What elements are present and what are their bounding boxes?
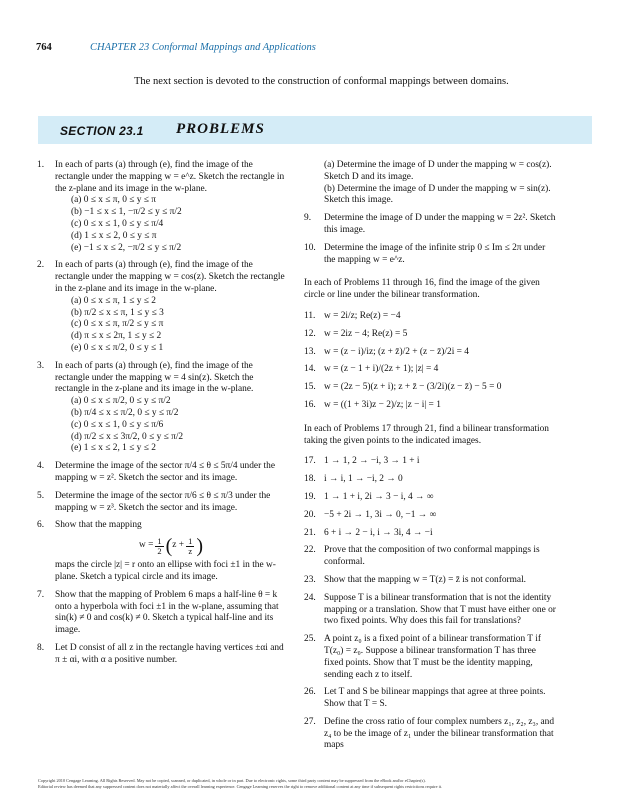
problem-16 — [304, 400, 557, 412]
problem-text: Show that the mapping w = T(z) = z̄ is not conformal. — [324, 574, 527, 585]
problem-8-parts — [304, 160, 557, 207]
problem-number: 11. — [304, 310, 316, 321]
problem-18 — [304, 474, 557, 486]
problem-number: 20. — [304, 509, 316, 520]
instructions-17-21: In each of Problems 17 through 21, find a bilinear transformation taking the given points to the indicated images. — [304, 423, 549, 446]
problem-text: Let D consist of all z in the rectangle having vertices ±αi and π ± αi, with α a positive number. — [55, 642, 284, 665]
problem-number: 16. — [304, 399, 316, 410]
problem-number: 7. — [37, 589, 45, 600]
problem-17 — [304, 456, 557, 468]
problem-text: Prove that the composition of two conformal mappings is conformal. — [324, 545, 540, 568]
problem-number: 9. — [304, 213, 312, 224]
problem-parts — [55, 296, 287, 355]
problem-19 — [304, 492, 557, 504]
fraction-denominator: z — [188, 545, 193, 556]
problem-4 — [37, 461, 287, 485]
problem-20 — [304, 510, 557, 522]
problem-21 — [304, 528, 557, 540]
problem-13 — [304, 347, 557, 359]
problem-text: 6 + i → 2 − i, i → 3i, 4 → −i — [324, 527, 433, 538]
problem-9 — [304, 213, 557, 237]
equation-term: z + — [172, 540, 185, 551]
problem-text: In each of parts (a) through (e), find the image of the rectangle under the mapping w = e^z. Sketch the rectangle in the z-plane and its image in the w-plane. — [55, 160, 285, 194]
problem-text: w = ((1 + 3i)z − 2)/z; |z − i| = 1 — [324, 399, 441, 410]
problem-text: −5 + 2i → 1, 3i → 0, −1 → ∞ — [324, 509, 437, 520]
problem-text: w = 2iz − 4; Re(z) = 5 — [324, 328, 408, 339]
fraction-denominator: 2 — [157, 545, 162, 556]
copyright-footer — [38, 778, 598, 789]
intro-paragraph: The next section is devoted to the construction of conformal mappings between domains. — [134, 76, 509, 87]
instructions-11-16: In each of Problems 11 through 16, find the image of the given circle or line under the bilinear transformation. — [304, 278, 540, 301]
problem-15 — [304, 382, 557, 394]
problem-25 — [304, 634, 557, 681]
problem-number: 24. — [304, 592, 316, 603]
fraction-numerator: 1 — [157, 535, 162, 546]
part-item: (a) 0 ≤ x ≤ π, 0 ≤ y ≤ π — [71, 195, 156, 206]
problem-text: 1 → 1 + i, 2i → 3 − i, 4 → ∞ — [324, 491, 434, 502]
part-item: (d) 1 ≤ x ≤ 2, 0 ≤ y ≤ π — [71, 230, 157, 241]
problem-number: 1. — [37, 160, 45, 170]
part-item: (c) 0 ≤ x ≤ 1, 0 ≤ y ≤ π/6 — [71, 419, 164, 430]
problem-number: 12. — [304, 328, 316, 339]
part-item: (e) 1 ≤ x ≤ 2, 1 ≤ y ≤ 2 — [71, 443, 156, 454]
problem-number: 17. — [304, 456, 316, 467]
chapter-title: CHAPTER 23 Conformal Mappings and Applications — [90, 42, 316, 53]
equation-lhs: w = — [138, 540, 154, 551]
problem-text: Let T and S be bilinear mappings that agree at three points. Show that T = S. — [324, 687, 546, 710]
part-item: (e) 0 ≤ x ≤ π/2, 0 ≤ y ≤ 1 — [71, 342, 164, 353]
problem-text: Show that the mapping of Problem 6 maps a half-line θ = k onto a hyperbola with foci ±1 in the w-plane, assuming that sin(k) ≠ 0 and cos(k) ≠ 0. Sketch a typical half-line and its image. — [55, 589, 279, 636]
problem-text: i → i, 1 → −i, 2 → 0 — [324, 474, 403, 485]
problem-text: A point z₀ is a fixed point of a bilinear transformation T if T(z₀) = z₀. Suppose a bilinear transformation T has three fixed points. Show that T must be the identity mapping, sending each z to itself. — [324, 634, 541, 680]
problem-number: 19. — [304, 491, 316, 502]
mapping-equation — [55, 536, 287, 556]
problem-number: 2. — [37, 260, 45, 271]
problem-24 — [304, 593, 557, 628]
problem-number: 22. — [304, 545, 316, 556]
right-column — [304, 160, 557, 758]
left-column — [37, 160, 287, 672]
part-item: (d) π/2 ≤ x ≤ 3π/2, 0 ≤ y ≤ π/2 — [71, 431, 184, 442]
copyright-line: Editorial review has deemed that any suppressed content does not materially affect the overall learning experience. Cengage Learning reserves the right to remove additional content at any time if subsequent rights restrictions require it. — [38, 783, 443, 789]
problem-text: w = (2z − 5)(z + i); z + z̄ − (3/2i)(z − z̄) − 5 = 0 — [324, 382, 502, 393]
section-title: PROBLEMS — [176, 121, 265, 137]
part-item: (c) 0 ≤ x ≤ π, π/2 ≤ y ≤ π — [71, 319, 164, 330]
problem-1 — [37, 160, 287, 254]
problem-number: 8. — [37, 642, 45, 653]
problem-text: w = (z − i)/iz; (z + z̄)/2 + (z − z̄)/2i = 4 — [324, 346, 469, 357]
copyright-line: Copyright 2010 Cengage Learning. All Rights Reserved. May not be copied, scanned, or duplicated, in whole or in part. Due to electronic rights, some third party content may be suppressed from the eBook and/or eChapter(s). — [38, 778, 426, 783]
problem-number: 13. — [304, 346, 316, 357]
problem-8 — [37, 643, 287, 667]
problem-parts — [55, 195, 287, 254]
problem-number: 3. — [37, 360, 45, 371]
left-paren: ( — [165, 535, 173, 558]
problem-number: 25. — [304, 634, 316, 645]
part-item: (b) Determine the image of D under the mapping w = sin(z). Sketch this image. — [324, 183, 551, 206]
problem-26 — [304, 687, 557, 711]
problem-text: Determine the image of the infinite strip 0 ≤ Im ≤ 2π under the mapping w = e^z. — [324, 242, 546, 265]
part-item: (d) π ≤ x ≤ 2π, 1 ≤ y ≤ 2 — [71, 331, 162, 342]
problem-text: In each of parts (a) through (e), find the image of the rectangle under the mapping w = cos(z). Sketch the rectangle in the z-plane and its image in the w-plane. — [55, 260, 285, 294]
problem-number: 27. — [304, 716, 316, 727]
problem-23 — [304, 575, 557, 587]
problem-14 — [304, 364, 557, 376]
fraction-numerator: 1 — [188, 535, 193, 546]
problem-text: Show that the mapping — [55, 520, 142, 531]
problem-number: 14. — [304, 364, 316, 375]
section-label: SECTION 23.1 — [60, 124, 144, 138]
problem-11 — [304, 311, 557, 323]
problem-text: Suppose T is a bilinear transformation that is not the identity mapping or a translation. Show that T must have either one or two fixed points. Why does this fail for translations? — [324, 592, 556, 627]
problem-number: 21. — [304, 527, 316, 538]
problem-parts — [55, 396, 287, 455]
fraction-inverse — [186, 537, 194, 556]
problem-text: w = (z − 1 + i)/(2z + 1); |z| = 4 — [324, 364, 439, 375]
problem-text: 1 → 1, 2 → −i, 3 → 1 + i — [324, 456, 420, 467]
problem-6 — [37, 520, 287, 583]
problem-12 — [304, 329, 557, 341]
right-paren: ) — [196, 535, 204, 558]
problem-number: 4. — [37, 461, 45, 472]
problem-text: Define the cross ratio of four complex numbers z₁, z₂, z₃, and z₄ to be the image of z₁ under the bilinear transformation that maps — [324, 716, 555, 751]
problem-number: 6. — [37, 520, 45, 531]
problem-text: w = 2i/z; Re(z) = −4 — [324, 310, 401, 321]
problem-text: Determine the image of D under the mapping w = 2z². Sketch this image. — [324, 213, 556, 235]
page-number: 764 — [36, 42, 52, 53]
problem-10 — [304, 243, 557, 267]
problem-text: Determine the image of the sector π/4 ≤ θ ≤ 5π/4 under the mapping w = z². Sketch the sector and its image. — [55, 461, 276, 483]
part-item: (b) π/4 ≤ x ≤ π/2, 0 ≤ y ≤ π/2 — [71, 407, 179, 418]
problem-5 — [37, 491, 287, 515]
part-item: (b) π/2 ≤ x ≤ π, 1 ≤ y ≤ 3 — [71, 307, 164, 318]
problem-7 — [37, 590, 287, 637]
problem-text: Determine the image of the sector π/6 ≤ θ ≤ π/3 under the mapping w = z³. Sketch the sector and its image. — [55, 490, 271, 513]
problem-text: In each of parts (a) through (e), find the image of the rectangle under the mapping w = 4 sin(z). Sketch the rectangle in the z-plane and its image in the w-plane. — [55, 360, 254, 395]
part-item: (e) −1 ≤ x ≤ 2, −π/2 ≤ y ≤ π/2 — [71, 242, 182, 253]
problem-27 — [304, 717, 557, 752]
problem-3 — [37, 361, 287, 455]
problem-text-continued: maps the circle |z| = r onto an ellipse with foci ±1 in the w-plane. Sketch a typical circle and its image. — [55, 560, 276, 582]
part-item: (a) 0 ≤ x ≤ π/2, 0 ≤ y ≤ π/2 — [71, 396, 171, 407]
problem-number: 10. — [304, 242, 316, 253]
problem-2 — [37, 260, 287, 354]
problem-number: 18. — [304, 474, 316, 485]
problem-number: 23. — [304, 574, 316, 585]
part-item: (a) Determine the image of D under the mapping w = cos(z). Sketch D and its image. — [324, 160, 552, 182]
problem-22 — [304, 545, 557, 569]
part-item: (c) 0 ≤ x ≤ 1, 0 ≤ y ≤ π/4 — [71, 218, 164, 229]
problem-number: 5. — [37, 490, 45, 501]
part-item: (a) 0 ≤ x ≤ π, 1 ≤ y ≤ 2 — [71, 295, 156, 306]
part-item: (b) −1 ≤ x ≤ 1, −π/2 ≤ y ≤ π/2 — [71, 207, 182, 218]
fraction-half — [155, 537, 163, 556]
problem-number: 15. — [304, 382, 316, 393]
problem-number: 26. — [304, 687, 316, 698]
